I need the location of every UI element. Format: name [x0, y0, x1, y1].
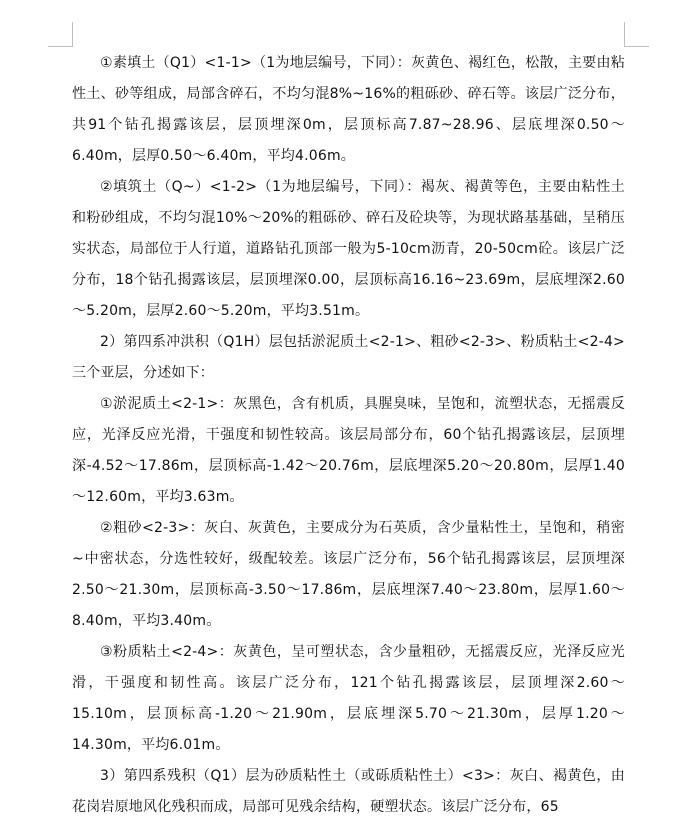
page-corner-mark-top-left	[48, 22, 73, 47]
paragraph-residual-soil: 3）第四系残积（Q1）层为砂质粘性土（或砾质粘性土）<3>：灰白、褐黄色，由花岗岩原地风化残积而成，局部可见残余结构，硬塑状态。该层广泛分布，65	[72, 768, 625, 815]
paragraph-coarse-sand: ②粗砂<2-3>：灰白、灰黄色，主要成分为石英质，含少量粘性土，呈饱和，稍密~中密状态，分选性较好，级配较差。该层广泛分布，56个钻孔揭露该层，层顶埋深2.50～21.30m，层顶标高-3.50～17.86m，层底埋深7.40～23.80m，层厚1.60～8.40m，平均3.40m。	[72, 520, 625, 629]
paragraph-mucky-soil: ①淤泥质土<2-1>：灰黑色，含有机质，具腥臭味，呈饱和，流塑状态，无摇震反应，光泽反应光滑，干强度和韧性较高。该层局部分布，60个钻孔揭露该层，层顶埋深-4.52～17.86m，层顶标高-1.42～20.76m，层底埋深5.20～20.80m，层厚1.40～12.60m，平均3.63m。	[72, 396, 625, 505]
document-body	[72, 48, 625, 823]
paragraph-fill-soil: ①素填土（Q1）<1-1>（1为地层编号，下同）：灰黄色、褐红色，松散，主要由粘性土、砂等组成，局部含碎石，不均匀混8%~16%的粗砾砂、碎石等。该层广泛分布，共91个钻孔揭露该层，层顶埋深0m，层顶标高7.87~28.96、层底埋深0.50～6.40m，层厚0.50～6.40m，平均4.06m。	[72, 55, 625, 164]
page-corner-mark-top-right	[624, 22, 649, 47]
paragraph-alluvial-intro: 2）第四系冲洪积（Q1H）层包括淤泥质土<2-1>、粗砂<2-3>、粉质粘土<2-4>三个亚层，分述如下：	[72, 334, 625, 381]
paragraph-embankment-soil: ②填筑土（Q~）<1-2>（1为地层编号，下同）：褐灰、褐黄等色，主要由粘性土和粉砂组成，不均匀混10%～20%的粗砾砂、碎石及砼块等，为现状路基基础，呈稍压实状态，局部位于人行道，道路钻孔顶部一般为5-10cm沥青，20-50cm砼。该层广泛分布，18个钻孔揭露该层，层顶埋深0.00，层顶标高16.16~23.69m，层底埋深2.60～5.20m，层厚2.60～5.20m，平均3.51m。	[72, 179, 625, 319]
paragraph-silty-clay: ③粉质粘土<2-4>：灰黄色，呈可塑状态，含少量粗砂，无摇震反应，光泽反应光滑，干强度和韧性高。该层广泛分布，121个钻孔揭露该层，层顶埋深2.60～15.10m，层顶标高-1.20～21.90m，层底埋深5.70～21.30m，层厚1.20～14.30m，平均6.01m。	[72, 644, 625, 753]
